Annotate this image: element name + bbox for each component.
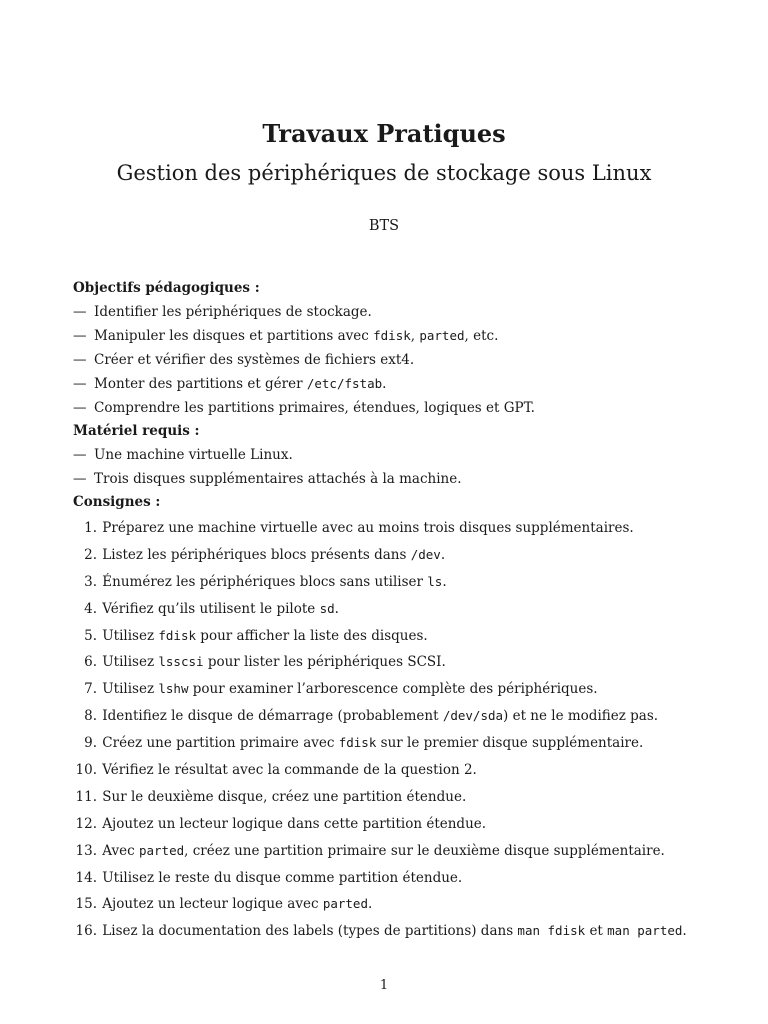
item-text: Utilisez — [102, 681, 159, 698]
instruction-item — [73, 542, 713, 569]
document-author: BTS — [368, 218, 400, 234]
list-item — [73, 372, 713, 396]
instruction-number: 5. — [84, 627, 97, 644]
instruction-number: 16. — [75, 923, 97, 940]
document-body — [73, 277, 713, 945]
item-text: Comprendre les partitions primaires, étendues, logiques et GPT. — [94, 400, 535, 416]
item-text: Une machine virtuelle Linux. — [94, 447, 293, 463]
instruction-item — [73, 596, 713, 623]
item-text: et — [585, 923, 608, 940]
document-subtitle: Gestion des périphériques de stockage sous Linux — [116, 161, 652, 185]
instruction-item — [73, 918, 713, 945]
command-text: lsscsi — [158, 654, 204, 670]
instruction-number: 15. — [75, 896, 97, 913]
document-title: Travaux Pratiques — [262, 119, 506, 148]
item-text: , créez une partition primaire sur le deuxième disque supplémentaire. — [184, 842, 665, 859]
objectives-heading: Objectifs pédagogiques : — [73, 280, 260, 296]
instruction-item — [73, 865, 713, 892]
instruction-number: 10. — [75, 762, 97, 779]
item-text: Sur le deuxième disque, créez une partition étendue. — [102, 788, 467, 805]
instruction-number: 8. — [84, 708, 97, 725]
command-text: parted — [138, 842, 185, 858]
command-text: lshw — [158, 681, 189, 697]
command-text: parted — [322, 896, 368, 912]
instruction-item — [73, 730, 713, 757]
item-text: pour examiner l’arborescence complète des périphériques. — [188, 681, 598, 698]
item-text: pour afficher la liste des disques. — [196, 627, 428, 644]
instruction-item — [73, 757, 713, 784]
instruction-number: 13. — [75, 842, 97, 859]
instruction-item — [73, 676, 713, 703]
command-text: /etc/fstab — [306, 376, 383, 391]
list-item — [73, 443, 713, 467]
item-text: Vérifiez le résultat avec la commande de la question 2. — [102, 762, 477, 779]
instruction-item — [73, 838, 713, 865]
list-item — [73, 348, 713, 372]
instruction-item — [73, 784, 713, 811]
item-text: Identifier les périphériques de stockage. — [94, 304, 372, 320]
objectives-list — [73, 300, 713, 420]
dash-bullet: — — [73, 352, 87, 368]
command-text: fdisk — [373, 328, 411, 343]
list-item — [73, 300, 713, 324]
instruction-item — [73, 811, 713, 838]
item-text: Énumérez les périphériques blocs sans utiliser — [102, 573, 428, 590]
dash-bullet: — — [73, 376, 87, 392]
list-item — [73, 396, 713, 420]
item-text: sur le premier disque supplémentaire. — [376, 735, 644, 752]
item-text: . — [367, 896, 373, 913]
instruction-item — [73, 891, 713, 918]
instruction-number: 6. — [84, 654, 97, 671]
instruction-item — [73, 515, 713, 542]
item-text: . — [440, 546, 446, 563]
item-text: Monter des partitions et gérer — [94, 376, 307, 392]
list-item — [73, 324, 713, 348]
item-text: Ajoutez un lecteur logique avec — [102, 896, 323, 913]
item-text: Trois disques supplémentaires attachés à la machine. — [94, 471, 462, 487]
item-text: Préparez une machine virtuelle avec au moins trois disques supplémentaires. — [102, 520, 634, 536]
command-text: fdisk — [158, 627, 197, 643]
item-text: pour lister les périphériques SCSI. — [203, 654, 446, 671]
instruction-number: 14. — [75, 869, 97, 886]
item-text: Utilisez — [102, 627, 159, 644]
command-text: fdisk — [338, 735, 377, 751]
instruction-number: 9. — [84, 735, 97, 752]
item-text: , etc. — [464, 328, 499, 344]
list-item — [73, 467, 713, 491]
item-text: Listez les périphériques blocs présents dans — [102, 546, 411, 563]
dash-bullet: — — [73, 304, 87, 320]
instruction-item — [73, 623, 713, 650]
item-text: ) et ne le modifiez pas. — [503, 708, 659, 725]
instruction-item — [73, 703, 713, 730]
instruction-number: 3. — [84, 573, 97, 590]
instruction-number: 7. — [84, 681, 97, 698]
item-text: Créez une partition primaire avec — [102, 735, 339, 752]
dash-bullet: — — [73, 400, 87, 416]
item-text: Avec — [102, 842, 139, 859]
instruction-number: 2. — [84, 546, 97, 563]
item-text: , — [410, 328, 420, 344]
item-text: Utilisez le reste du disque comme partition étendue. — [102, 869, 463, 886]
materials-heading: Matériel requis : — [73, 423, 200, 439]
instruction-number: 1. — [84, 520, 97, 536]
command-text: ls — [427, 573, 443, 589]
command-text: man parted — [607, 923, 683, 939]
item-text: Identifiez le disque de démarrage (probablement — [102, 708, 443, 725]
item-text: Lisez la documentation des labels (types de partitions) dans — [102, 923, 518, 940]
instructions-list — [73, 515, 713, 945]
page-number: 1 — [379, 978, 389, 993]
command-text: /dev/sda — [442, 708, 504, 724]
item-text: . — [334, 600, 339, 617]
instruction-number: 11. — [75, 788, 97, 805]
item-text: Vérifiez qu’ils utilisent le pilote — [102, 600, 320, 617]
item-text: . — [682, 923, 687, 940]
instruction-number: 4. — [84, 600, 97, 617]
command-text: parted — [419, 328, 465, 343]
command-text: man fdisk — [517, 923, 586, 939]
item-text: Ajoutez un lecteur logique dans cette partition étendue. — [102, 815, 487, 832]
instruction-item — [73, 649, 713, 676]
instruction-item — [73, 569, 713, 596]
instructions-heading: Consignes : — [73, 494, 161, 510]
instruction-number: 12. — [75, 815, 97, 832]
item-text: Manipuler les disques et partitions avec — [94, 328, 374, 344]
item-text: Créer et vérifier des systèmes de fichiers ext4. — [94, 352, 415, 368]
command-text: /dev — [410, 546, 441, 562]
dash-bullet: — — [73, 328, 87, 344]
dash-bullet: — — [73, 447, 87, 463]
item-text: . — [442, 573, 447, 590]
dash-bullet: — — [73, 471, 87, 487]
item-text: Utilisez — [102, 654, 159, 671]
item-text: . — [382, 376, 387, 392]
command-text: sd — [319, 600, 335, 616]
materials-list — [73, 443, 713, 491]
